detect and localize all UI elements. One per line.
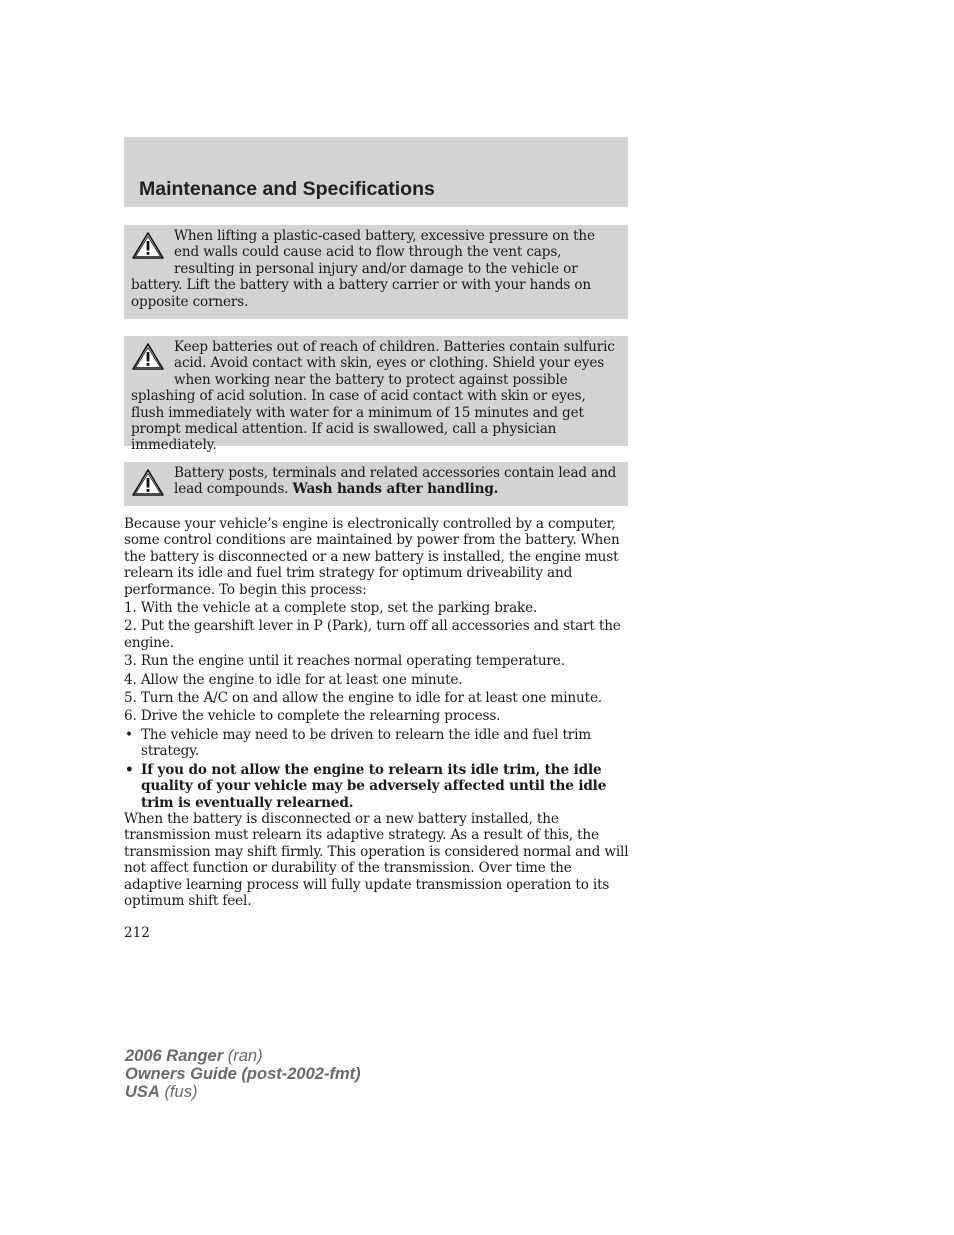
bullet-dot-icon: •: [125, 726, 133, 743]
bullet-item-bold: [124, 762, 630, 811]
warning-text: When lifting a plastic-cased battery, excessive pressure on the end walls could cause acid to flow through the vent caps, resulting in personal injury and/or damage to the vehicle or battery. Lift the battery with a battery carrier or with your hands on opposite corners.: [131, 228, 595, 310]
warning-box-lifting: [124, 225, 628, 319]
warning-text: [131, 465, 621, 498]
step-item: 2. Put the gearshift lever in P (Park), turn off all accessories and start the engine.: [124, 618, 621, 651]
warning-box-lead: [124, 462, 628, 506]
step-item: 3. Run the engine until it reaches normal operating temperature.: [124, 653, 565, 670]
footer-line-2: Owners Guide (post-2002-fmt): [125, 1065, 361, 1083]
footer-line-1: 2006 Ranger (ran): [125, 1047, 263, 1065]
warning-text-regular: Battery posts, terminals and related accessories contain lead and lead compounds.: [174, 465, 617, 498]
step-item: 5. Turn the A/C on and allow the engine to idle for at least one minute.: [124, 690, 603, 707]
warning-text-bold: Wash hands after handling.: [292, 481, 499, 498]
section-title: Maintenance and Specifications: [139, 178, 435, 200]
intro-paragraph: Because your vehicle’s engine is electronically controlled by a computer, some control conditions are maintained by power from the battery. When the battery is disconnected or a new battery is installed, the engine must relearn its idle and fuel trim strategy for optimum driveability and performance. To begin this process:: [124, 516, 620, 598]
warning-triangle-icon: [131, 342, 165, 372]
closing-paragraph: When the battery is disconnected or a new battery installed, the transmission must relearn its adaptive strategy. As a result of this, the transmission may shift firmly. This operation is considered normal and will not affect function or durability of the transmission. Over time the adaptive learning process will fully update transmission operation to its optimum shift feel.: [124, 810, 629, 909]
warning-triangle-icon: [131, 468, 165, 498]
step-item: 1. With the vehicle at a complete stop, set the parking brake.: [124, 600, 538, 617]
footer-info: [125, 1047, 361, 1101]
step-item: 6. Drive the vehicle to complete the relearning process.: [124, 708, 501, 725]
main-content: [124, 516, 630, 909]
bullet-text: The vehicle may need to be driven to relearn the idle and fuel trim strategy.: [141, 726, 592, 760]
bullet-item: [124, 727, 630, 760]
page-number: 212: [124, 925, 150, 941]
bullet-dot-icon: •: [125, 761, 134, 778]
warning-text: Keep batteries out of reach of children. Batteries contain sulfuric acid. Avoid contact with skin, eyes or clothing. Shield your eyes when working near the battery to protect against possible splashing of acid solution. In case of acid contact with skin or eyes, flush immediately with water for a minimum of 15 minutes and get prompt medical attention. If acid is swallowed, call a physician immediately.: [131, 339, 615, 454]
step-item: 4. Allow the engine to idle for at least one minute.: [124, 671, 463, 688]
warning-triangle-icon: [131, 231, 165, 261]
section-header: [124, 137, 628, 207]
bullet-text: If you do not allow the engine to relearn its idle trim, the idle quality of your vehicle may be adversely affected until the idle trim is eventually relearned.: [141, 761, 607, 811]
warning-box-children: [124, 336, 628, 454]
footer-line-3: USA (fus): [125, 1083, 198, 1101]
